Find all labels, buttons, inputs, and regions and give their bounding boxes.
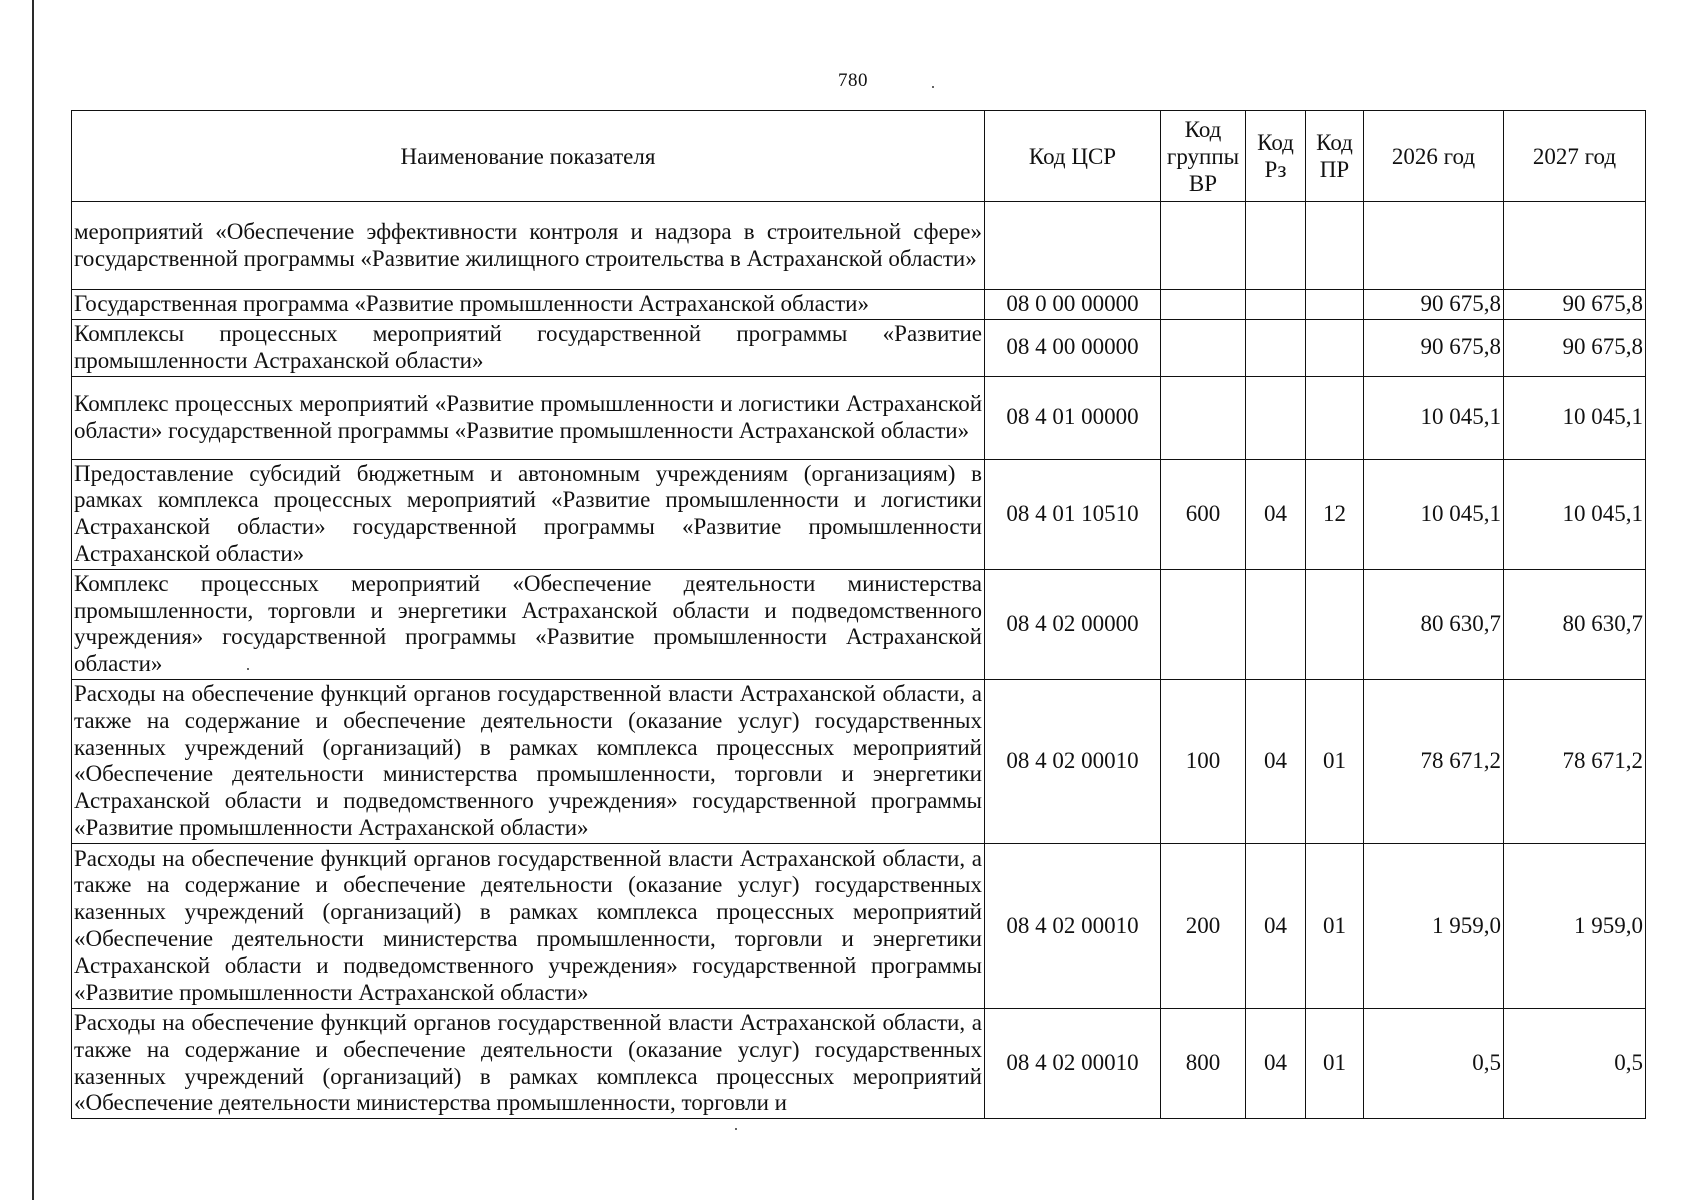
table-row xyxy=(72,290,1646,320)
table-row xyxy=(72,679,1646,843)
cell-2027: 10 045,1 xyxy=(1504,459,1646,569)
header-name: Наименование показателя xyxy=(72,111,985,202)
cell-vr: 600 xyxy=(1161,459,1246,569)
cell-vr: 100 xyxy=(1161,679,1246,843)
cell-2027: 90 675,8 xyxy=(1504,290,1646,320)
cell-name: Комплекс процессных мероприятий «Обеспечение деятельности министерства промышленности, торговли и энергетики Астраханской области и подведомственного учреждения» государственной программы «Развитие промышленности Астраханской области» xyxy=(72,569,985,679)
page-binding-edge xyxy=(32,0,34,1200)
cell-name: мероприятий «Обеспечение эффективности контроля и надзора в строительной сфере» государственной программы «Развитие жилищного строительства в Астраханской области» xyxy=(72,202,985,290)
cell-2026: 80 630,7 xyxy=(1364,569,1504,679)
header-csr: Код ЦСР xyxy=(985,111,1161,202)
cell-vr xyxy=(1161,376,1246,459)
cell-pr: 01 xyxy=(1306,843,1364,1008)
cell-name: Комплекс процессных мероприятий «Развитие промышленности и логистики Астраханской области» государственной программы «Развитие промышленности Астраханской области» xyxy=(72,376,985,459)
header-2026: 2026 год xyxy=(1364,111,1504,202)
header-pr: Код ПР xyxy=(1306,111,1364,202)
cell-rz: 04 xyxy=(1246,843,1306,1008)
cell-2027 xyxy=(1504,202,1646,290)
table-row xyxy=(72,843,1646,1008)
cell-2027: 80 630,7 xyxy=(1504,569,1646,679)
cell-name: Расходы на обеспечение функций органов государственной власти Астраханской области, а также на содержание и обеспечение деятельности (оказание услуг) государственных казенных учреждений (организаций) в рамках комплекса процессных мероприятий «Обеспечение деятельности министерства промышленности, торговли и xyxy=(72,1008,985,1118)
cell-2026: 0,5 xyxy=(1364,1008,1504,1118)
cell-2027: 0,5 xyxy=(1504,1008,1646,1118)
cell-pr xyxy=(1306,376,1364,459)
cell-rz: 04 xyxy=(1246,679,1306,843)
table-row xyxy=(72,320,1646,377)
cell-vr xyxy=(1161,320,1246,377)
budget-table xyxy=(71,110,1646,1119)
cell-rz xyxy=(1246,290,1306,320)
table-row xyxy=(72,1008,1646,1118)
cell-name: Предоставление субсидий бюджетным и автономным учреждениям (организациям) в рамках комплекса процессных мероприятий «Развитие промышленности и логистики Астраханской области» государственной программы «Развитие промышленности Астраханской области» xyxy=(72,459,985,569)
table-row xyxy=(72,459,1646,569)
scan-speck xyxy=(932,86,934,88)
cell-csr: 08 4 02 00010 xyxy=(985,1008,1161,1118)
cell-2027: 78 671,2 xyxy=(1504,679,1646,843)
cell-pr: 01 xyxy=(1306,679,1364,843)
cell-name: Комплексы процессных мероприятий государственной программы «Развитие промышленности Астраханской области» xyxy=(72,320,985,377)
cell-vr xyxy=(1161,569,1246,679)
cell-2026: 10 045,1 xyxy=(1364,376,1504,459)
cell-csr: 08 4 02 00010 xyxy=(985,679,1161,843)
cell-2026: 1 959,0 xyxy=(1364,843,1504,1008)
page-number: 780 xyxy=(838,70,868,91)
table-header-row xyxy=(72,111,1646,202)
table-row xyxy=(72,376,1646,459)
cell-pr xyxy=(1306,290,1364,320)
cell-vr xyxy=(1161,290,1246,320)
cell-2026: 10 045,1 xyxy=(1364,459,1504,569)
cell-2026: 90 675,8 xyxy=(1364,320,1504,377)
table-row xyxy=(72,202,1646,290)
cell-rz xyxy=(1246,202,1306,290)
header-rz: Код Рз xyxy=(1246,111,1306,202)
cell-rz xyxy=(1246,569,1306,679)
cell-rz: 04 xyxy=(1246,459,1306,569)
cell-csr xyxy=(985,202,1161,290)
cell-vr xyxy=(1161,202,1246,290)
cell-csr: 08 4 01 00000 xyxy=(985,376,1161,459)
cell-rz xyxy=(1246,320,1306,377)
cell-rz: 04 xyxy=(1246,1008,1306,1118)
table-row xyxy=(72,569,1646,679)
header-2027: 2027 год xyxy=(1504,111,1646,202)
scan-speck xyxy=(735,1128,737,1130)
cell-name: Государственная программа «Развитие промышленности Астраханской области» xyxy=(72,290,985,320)
cell-csr: 08 4 02 00000 xyxy=(985,569,1161,679)
cell-vr: 200 xyxy=(1161,843,1246,1008)
cell-2027: 1 959,0 xyxy=(1504,843,1646,1008)
header-vr: Код группы ВР xyxy=(1161,111,1246,202)
cell-pr: 12 xyxy=(1306,459,1364,569)
cell-2026 xyxy=(1364,202,1504,290)
cell-vr: 800 xyxy=(1161,1008,1246,1118)
cell-2027: 10 045,1 xyxy=(1504,376,1646,459)
cell-pr xyxy=(1306,569,1364,679)
cell-rz xyxy=(1246,376,1306,459)
cell-pr: 01 xyxy=(1306,1008,1364,1118)
cell-csr: 08 0 00 00000 xyxy=(985,290,1161,320)
cell-csr: 08 4 01 10510 xyxy=(985,459,1161,569)
cell-pr xyxy=(1306,320,1364,377)
cell-name: Расходы на обеспечение функций органов государственной власти Астраханской области, а также на содержание и обеспечение деятельности (оказание услуг) государственных казенных учреждений (организаций) в рамках комплекса процессных мероприятий «Обеспечение деятельности министерства промышленности, торговли и энергетики Астраханской области и подведомственного учреждения» государственной программы «Развитие промышленности Астраханской области» xyxy=(72,679,985,843)
cell-pr xyxy=(1306,202,1364,290)
cell-csr: 08 4 02 00010 xyxy=(985,843,1161,1008)
cell-csr: 08 4 00 00000 xyxy=(985,320,1161,377)
cell-2027: 90 675,8 xyxy=(1504,320,1646,377)
cell-name: Расходы на обеспечение функций органов государственной власти Астраханской области, а также на содержание и обеспечение деятельности (оказание услуг) государственных казенных учреждений (организаций) в рамках комплекса процессных мероприятий «Обеспечение деятельности министерства промышленности, торговли и энергетики Астраханской области и подведомственного учреждения» государственной программы «Развитие промышленности Астраханской области» xyxy=(72,843,985,1008)
cell-2026: 90 675,8 xyxy=(1364,290,1504,320)
cell-2026: 78 671,2 xyxy=(1364,679,1504,843)
